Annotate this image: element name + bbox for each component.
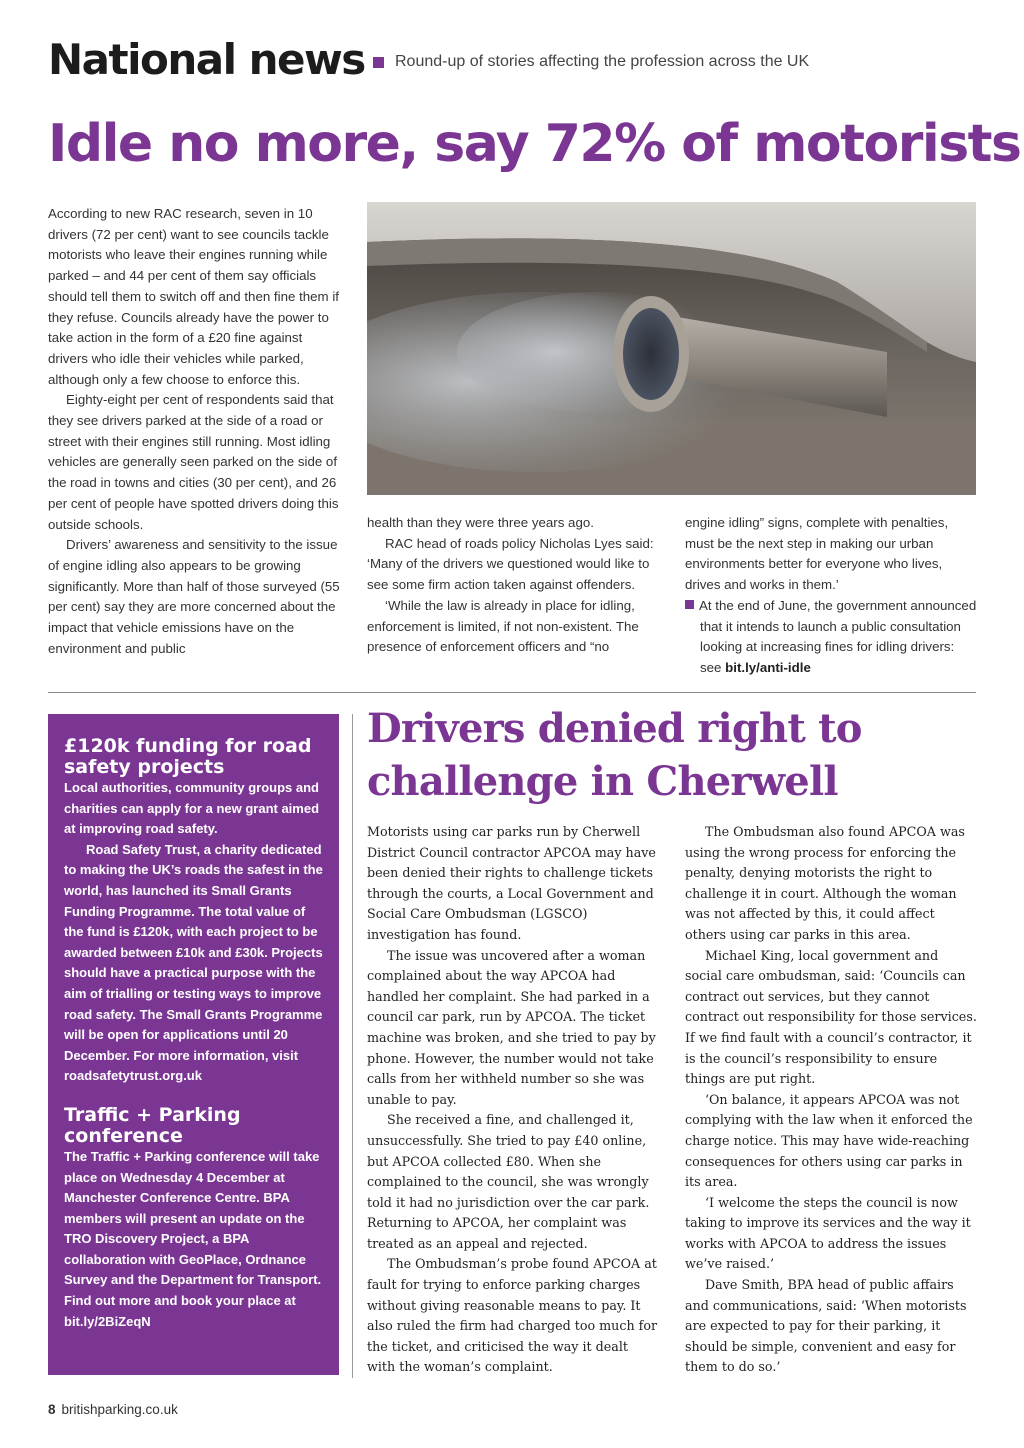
- sidebar-paragraph-text: The Traffic + Parking conference will take place on Wednesday 4 December at Manchester Conference Centre. BPA members will present an update on the TRO Discovery Project, a BPA collaboration with GeoPlace, Ordnance Survey and the Department for Transport. Find out more and book your place at: [64, 1148, 322, 1309]
- bullet-square-icon: [685, 600, 694, 609]
- lead-column-2: [367, 513, 659, 658]
- government-note-text: At the end of June, the government announced that it intends to launch a public consultation looking at increasing fines for idling drivers: see: [699, 597, 977, 675]
- cherwell-paragraph: ‘On balance, it appears APCOA was not complying with the law when it enforced the charge notice. This may have wide-reaching consequences for others using car parks in its area.: [685, 1091, 973, 1190]
- news-sidebar: [48, 714, 339, 1375]
- lead-paragraph: Eighty-eight per cent of respondents said that they see drivers parked at the side of a road or street with their engines still running. Most idling vehicles are generally seen parked on the side of the road in towns and cities (30 per cent), and 26 per cent of people have spotted drivers doing this outside schools.: [48, 392, 339, 532]
- lead-paragraph: Drivers’ awareness and sensitivity to the issue of engine idling also appears to be growing significantly. More than half of those surveyed (55 per cent) say they are more concerned about the impact that vehicle emissions have on the environment and public: [48, 537, 340, 656]
- cherwell-column-1: [367, 822, 659, 1378]
- cherwell-paragraph: The Ombudsman’s probe found APCOA at fault for trying to enforce parking charges without giving reasonable means to pay. It also ruled the firm had charged too much for the ticket, and criticised the way it dealt with the woman’s complaint.: [367, 1256, 658, 1375]
- lead-column-1: [48, 204, 340, 659]
- government-note: [685, 596, 977, 679]
- sidebar-heading-conference: Traffic + Parking conference: [64, 1103, 241, 1147]
- lead-paragraph: According to new RAC research, seven in 10 drivers (72 per cent) want to see councils tackle motorists who leave their engines running while parked – and 44 per cent of them say officials should tell them to switch off and then fine them if they refuse. Councils already have the power to take action in the form of a £20 fine against drivers who idle their vehicles while parked, although only a few choose to enforce this.: [48, 206, 339, 387]
- section-divider: [48, 692, 976, 693]
- sidebar-paragraph: [64, 1147, 323, 1332]
- anti-idle-link[interactable]: bit.ly/anti-idle: [725, 659, 811, 675]
- lead-column-3: [685, 513, 977, 679]
- sidebar-paragraph: Local authorities, community groups and charities can apply for a new grant aimed at improving road safety.: [64, 780, 320, 837]
- cherwell-paragraph: Michael King, local government and social care ombudsman, said: ‘Councils can contract out services, but they cannot contract out responsibility for those services. If we find fault with a council’s contractor, it is the council’s responsibility to ensure things are put right.: [685, 947, 977, 1087]
- page-footer: [48, 1401, 178, 1419]
- cherwell-paragraph: The Ombudsman also found APCOA was using the wrong process for enforcing the penalty, denying motorists the right to challenge it in court. Although the woman was not affected by this, it could affect others using car parks in this area.: [685, 824, 965, 942]
- conference-booking-link[interactable]: bit.ly/2BiZeqN: [64, 1313, 151, 1329]
- lead-paragraph: health than they were three years ago.: [367, 515, 594, 530]
- sidebar-paragraph-text: Road Safety Trust, a charity dedicated to making the UK’s roads the safest in the world, has launched its Small Grants Funding Programme. The total value of the fund is £120k, with each project to be awarded between £10k and £30k. Projects should have a practical purpose with the aim of trialling or testing ways to improve road safety. The Small Grants Programme will be open for applications until 20 December. For more information, visit: [64, 841, 323, 1063]
- footer-site-link[interactable]: britishparking.co.uk: [61, 1402, 178, 1417]
- lead-paragraph: RAC head of roads policy Nicholas Lyes said: ‘Many of the drivers we questioned would like to see some firm action taken against offenders.: [367, 535, 654, 593]
- page-number: 8: [48, 1402, 56, 1417]
- sidebar-heading-funding: £120k funding for road safety projects: [64, 735, 312, 778]
- cherwell-headline: Drivers denied right to challenge in Cherwell: [367, 705, 862, 805]
- roadsafetytrust-link[interactable]: roadsafetytrust.org.uk: [64, 1068, 202, 1084]
- column-divider: [352, 714, 353, 1378]
- cherwell-paragraph: ‘I welcome the steps the council is now taking to improve its services and the way it works with APCOA to address the issues we’ve raised.’: [685, 1194, 971, 1272]
- cherwell-paragraph: She received a fine, and challenged it, unsuccessfully. She tried to pay £40 online, but APCOA collected £80. When she complained to the council, she was wrongly told it had no jurisdiction over the car park. Returning to APCOA, her complaint was treated as an appeal and rejected.: [367, 1112, 650, 1251]
- lead-headline: Idle no more, say 72% of motorists: [48, 114, 1021, 174]
- section-title: National news: [48, 35, 365, 84]
- lead-paragraph: ‘While the law is already in place for idling, enforcement is limited, if not non-existent. The presence of enforcement officers and “no: [367, 597, 639, 655]
- cherwell-paragraph: Motorists using car parks run by Cherwell District Council contractor APCOA may have been denied their rights to challenge tickets through the courts, a Local Government and Social Care Ombudsman (LGSCO) investigation has found.: [367, 824, 656, 942]
- cherwell-column-2: [685, 822, 977, 1378]
- cherwell-paragraph: The issue was uncovered after a woman complained about the way APCOA had handled her complaint. She had parked in a council car park, run by APCOA. The ticket machine was broken, and she tried to pay by phone. However, the number would not take calls from her withheld number so she was unable to pay.: [367, 947, 656, 1107]
- lead-paragraph: engine idling” signs, complete with penalties, must be the next step in making our urban environments better for everyone who lives, drives and works in them.’: [685, 515, 949, 593]
- cherwell-paragraph: Dave Smith, BPA head of public affairs and communications, said: ‘When motorists are expected to pay for their parking, it should be simple, convenient and easy for them to do so.’: [685, 1277, 967, 1375]
- sidebar-paragraph: [64, 840, 323, 1087]
- section-tagline: Round-up of stories affecting the profession across the UK: [395, 53, 810, 70]
- exhaust-pipe-photo: [367, 202, 976, 495]
- section-bullet-icon: [373, 57, 384, 68]
